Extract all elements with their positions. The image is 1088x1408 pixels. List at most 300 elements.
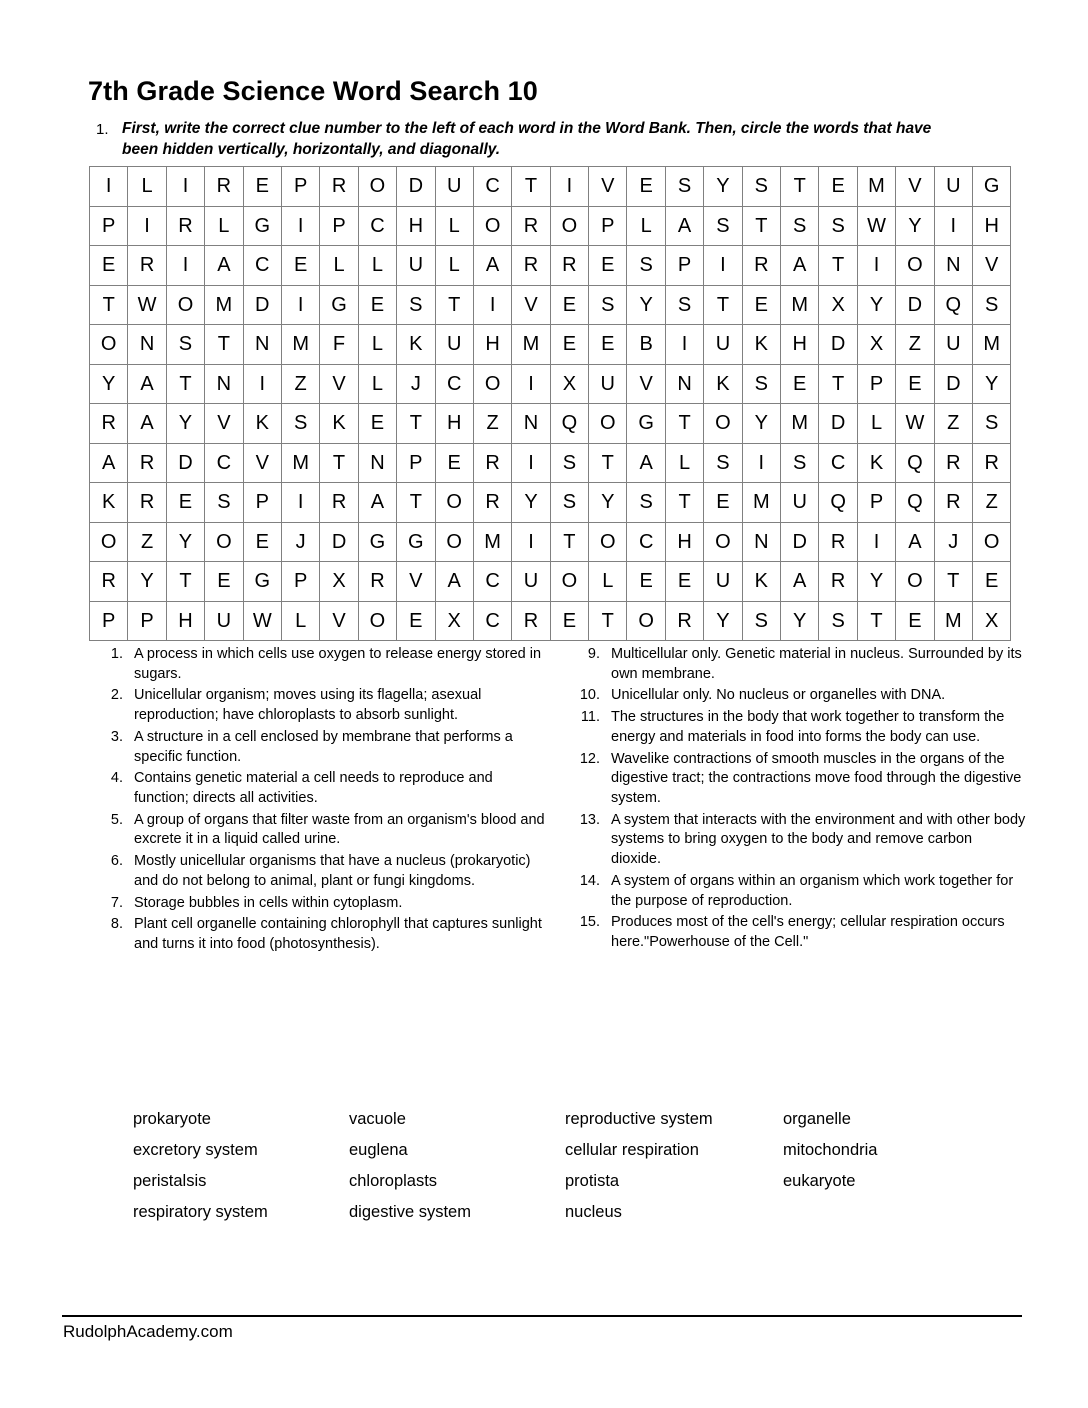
grid-cell[interactable]: Y [742,404,780,444]
grid-cell[interactable]: O [550,562,588,602]
grid-cell[interactable]: K [742,325,780,365]
grid-cell[interactable]: A [435,562,473,602]
grid-cell[interactable]: D [819,404,857,444]
grid-cell[interactable]: L [128,167,166,207]
grid-cell[interactable]: H [435,404,473,444]
grid-cell[interactable]: M [281,325,319,365]
grid-cell[interactable]: Y [627,285,665,325]
grid-cell[interactable]: Q [896,443,934,483]
grid-cell[interactable]: D [397,167,435,207]
grid-cell[interactable]: S [627,246,665,286]
grid-cell[interactable]: T [857,601,895,641]
grid-cell[interactable]: C [473,562,511,602]
grid-cell[interactable]: N [512,404,550,444]
grid-cell[interactable]: I [512,364,550,404]
grid-cell[interactable]: U [512,562,550,602]
word-bank-word[interactable]: excretory system [133,1141,258,1160]
grid-cell[interactable]: S [704,443,742,483]
grid-cell[interactable]: T [550,522,588,562]
grid-cell[interactable]: E [627,562,665,602]
grid-cell[interactable]: E [205,562,243,602]
grid-cell[interactable]: F [320,325,358,365]
grid-cell[interactable]: D [166,443,204,483]
grid-cell[interactable]: H [665,522,703,562]
grid-cell[interactable]: V [896,167,934,207]
grid-cell[interactable]: O [435,483,473,523]
grid-cell[interactable]: N [742,522,780,562]
grid-cell[interactable]: T [90,285,128,325]
grid-cell[interactable]: T [397,483,435,523]
word-search-grid[interactable] [89,166,1011,641]
word-bank-word[interactable]: chloroplasts [349,1172,438,1191]
grid-cell[interactable]: K [857,443,895,483]
grid-cell[interactable]: Y [857,285,895,325]
grid-cell[interactable]: K [704,364,742,404]
grid-cell[interactable]: G [358,522,396,562]
grid-cell[interactable]: E [243,522,281,562]
grid-cell[interactable]: E [781,364,819,404]
grid-cell[interactable]: V [397,562,435,602]
grid-cell[interactable]: E [704,483,742,523]
grid-cell[interactable]: E [358,404,396,444]
grid-cell[interactable]: I [512,443,550,483]
grid-cell[interactable]: M [781,404,819,444]
grid-cell[interactable]: Y [896,206,934,246]
word-bank-word[interactable]: protista [565,1172,620,1191]
grid-cell[interactable]: R [550,246,588,286]
grid-cell[interactable]: P [665,246,703,286]
grid-cell[interactable]: H [473,325,511,365]
grid-cell[interactable]: U [435,325,473,365]
grid-cell[interactable]: N [205,364,243,404]
grid-cell[interactable]: P [128,601,166,641]
grid-cell[interactable]: G [243,206,281,246]
grid-cell[interactable]: R [473,483,511,523]
grid-cell[interactable]: A [781,246,819,286]
grid-cell[interactable]: I [243,364,281,404]
grid-cell[interactable]: S [972,285,1010,325]
grid-cell[interactable]: T [665,404,703,444]
grid-cell[interactable]: R [972,443,1010,483]
grid-cell[interactable]: S [781,443,819,483]
grid-cell[interactable]: E [627,167,665,207]
grid-cell[interactable]: C [627,522,665,562]
grid-cell[interactable]: Z [972,483,1010,523]
grid-cell[interactable]: C [243,246,281,286]
grid-cell[interactable]: I [281,285,319,325]
grid-cell[interactable]: R [512,246,550,286]
grid-cell[interactable]: J [934,522,972,562]
word-bank-word[interactable]: nucleus [565,1203,622,1222]
grid-cell[interactable]: T [397,404,435,444]
grid-cell[interactable]: A [128,364,166,404]
grid-cell[interactable]: S [742,364,780,404]
grid-cell[interactable]: W [896,404,934,444]
grid-cell[interactable]: U [589,364,627,404]
grid-cell[interactable]: O [972,522,1010,562]
grid-cell[interactable]: W [857,206,895,246]
grid-cell[interactable]: B [627,325,665,365]
grid-cell[interactable]: W [128,285,166,325]
grid-cell[interactable]: A [627,443,665,483]
grid-cell[interactable]: A [665,206,703,246]
grid-cell[interactable]: Z [281,364,319,404]
grid-cell[interactable]: O [358,167,396,207]
grid-cell[interactable]: Y [166,522,204,562]
grid-cell[interactable]: Y [704,167,742,207]
grid-cell[interactable]: H [972,206,1010,246]
grid-cell[interactable]: T [320,443,358,483]
grid-cell[interactable]: I [742,443,780,483]
grid-cell[interactable]: O [550,206,588,246]
grid-cell[interactable]: O [896,246,934,286]
grid-cell[interactable]: S [281,404,319,444]
grid-cell[interactable]: L [665,443,703,483]
grid-cell[interactable]: I [934,206,972,246]
grid-cell[interactable]: T [781,167,819,207]
grid-cell[interactable]: R [320,483,358,523]
grid-cell[interactable]: E [665,562,703,602]
grid-cell[interactable]: O [435,522,473,562]
grid-cell[interactable]: I [473,285,511,325]
grid-cell[interactable]: M [512,325,550,365]
grid-cell[interactable]: X [435,601,473,641]
grid-cell[interactable]: E [358,285,396,325]
grid-cell[interactable]: O [166,285,204,325]
grid-cell[interactable]: U [435,167,473,207]
grid-cell[interactable]: R [665,601,703,641]
grid-cell[interactable]: D [243,285,281,325]
grid-cell[interactable]: A [205,246,243,286]
grid-cell[interactable]: S [627,483,665,523]
grid-cell[interactable]: M [972,325,1010,365]
grid-cell[interactable]: W [243,601,281,641]
grid-cell[interactable]: K [742,562,780,602]
grid-cell[interactable]: T [819,364,857,404]
grid-cell[interactable]: E [550,325,588,365]
grid-cell[interactable]: A [358,483,396,523]
grid-cell[interactable]: L [320,246,358,286]
grid-cell[interactable]: I [166,246,204,286]
grid-cell[interactable]: P [397,443,435,483]
grid-cell[interactable]: I [512,522,550,562]
grid-cell[interactable]: L [205,206,243,246]
grid-cell[interactable]: Z [473,404,511,444]
grid-cell[interactable]: D [896,285,934,325]
grid-cell[interactable]: C [473,167,511,207]
grid-cell[interactable]: H [166,601,204,641]
grid-cell[interactable]: O [358,601,396,641]
grid-cell[interactable]: G [627,404,665,444]
grid-cell[interactable]: Q [896,483,934,523]
grid-cell[interactable]: R [128,443,166,483]
grid-cell[interactable]: M [205,285,243,325]
grid-cell[interactable]: I [90,167,128,207]
grid-cell[interactable]: L [358,325,396,365]
grid-cell[interactable]: O [589,522,627,562]
grid-cell[interactable]: E [243,167,281,207]
grid-cell[interactable]: Q [550,404,588,444]
grid-cell[interactable]: O [90,325,128,365]
grid-cell[interactable]: O [205,522,243,562]
grid-cell[interactable]: M [281,443,319,483]
grid-cell[interactable]: J [397,364,435,404]
grid-cell[interactable]: O [896,562,934,602]
grid-cell[interactable]: K [320,404,358,444]
grid-cell[interactable]: T [166,364,204,404]
grid-cell[interactable]: C [358,206,396,246]
grid-cell[interactable]: Z [934,404,972,444]
grid-cell[interactable]: E [435,443,473,483]
grid-cell[interactable]: R [742,246,780,286]
grid-cell[interactable]: R [934,443,972,483]
grid-cell[interactable]: P [281,562,319,602]
grid-cell[interactable]: S [704,206,742,246]
grid-cell[interactable]: U [934,325,972,365]
grid-cell[interactable]: X [819,285,857,325]
grid-cell[interactable]: R [128,483,166,523]
grid-cell[interactable]: L [358,246,396,286]
grid-cell[interactable]: N [358,443,396,483]
grid-cell[interactable]: X [320,562,358,602]
grid-cell[interactable]: Y [972,364,1010,404]
grid-cell[interactable]: O [704,404,742,444]
grid-cell[interactable]: S [665,167,703,207]
word-bank-word[interactable]: organelle [783,1110,851,1128]
grid-cell[interactable]: A [781,562,819,602]
grid-cell[interactable]: T [589,601,627,641]
grid-cell[interactable]: J [281,522,319,562]
grid-cell[interactable]: Y [589,483,627,523]
grid-cell[interactable]: I [704,246,742,286]
grid-cell[interactable]: I [857,522,895,562]
grid-cell[interactable]: E [589,246,627,286]
grid-cell[interactable]: Q [934,285,972,325]
grid-cell[interactable]: O [589,404,627,444]
grid-cell[interactable]: A [896,522,934,562]
grid-cell[interactable]: N [243,325,281,365]
grid-cell[interactable]: R [358,562,396,602]
grid-cell[interactable]: M [742,483,780,523]
grid-cell[interactable]: S [972,404,1010,444]
grid-cell[interactable]: R [90,404,128,444]
grid-cell[interactable]: C [819,443,857,483]
grid-cell[interactable]: G [972,167,1010,207]
grid-cell[interactable]: V [320,364,358,404]
grid-cell[interactable]: D [934,364,972,404]
word-bank-word[interactable]: vacuole [349,1110,406,1128]
grid-cell[interactable]: A [473,246,511,286]
grid-cell[interactable]: Y [90,364,128,404]
grid-cell[interactable]: I [166,167,204,207]
grid-cell[interactable]: X [550,364,588,404]
grid-cell[interactable]: U [781,483,819,523]
grid-cell[interactable]: R [320,167,358,207]
grid-cell[interactable]: I [550,167,588,207]
grid-cell[interactable]: E [166,483,204,523]
grid-cell[interactable]: V [589,167,627,207]
grid-cell[interactable]: X [972,601,1010,641]
grid-cell[interactable]: P [243,483,281,523]
grid-cell[interactable]: V [320,601,358,641]
grid-cell[interactable]: C [473,601,511,641]
grid-cell[interactable]: A [128,404,166,444]
grid-cell[interactable]: P [90,206,128,246]
grid-cell[interactable]: L [435,206,473,246]
grid-cell[interactable]: R [205,167,243,207]
word-bank-word[interactable]: respiratory system [133,1203,268,1222]
grid-cell[interactable]: G [320,285,358,325]
grid-cell[interactable]: M [934,601,972,641]
grid-cell[interactable]: D [320,522,358,562]
grid-cell[interactable]: I [281,483,319,523]
grid-cell[interactable]: D [819,325,857,365]
grid-cell[interactable]: S [589,285,627,325]
grid-cell[interactable]: Y [857,562,895,602]
grid-cell[interactable]: T [934,562,972,602]
grid-cell[interactable]: O [704,522,742,562]
grid-cell[interactable]: U [205,601,243,641]
grid-cell[interactable]: R [166,206,204,246]
grid-cell[interactable]: O [473,364,511,404]
grid-cell[interactable]: M [857,167,895,207]
grid-cell[interactable]: V [972,246,1010,286]
grid-cell[interactable]: V [512,285,550,325]
grid-cell[interactable]: H [781,325,819,365]
grid-cell[interactable]: C [435,364,473,404]
grid-cell[interactable]: O [473,206,511,246]
grid-cell[interactable]: N [934,246,972,286]
grid-cell[interactable]: E [972,562,1010,602]
grid-cell[interactable]: T [435,285,473,325]
grid-cell[interactable]: E [281,246,319,286]
grid-cell[interactable]: D [781,522,819,562]
grid-cell[interactable]: R [128,246,166,286]
grid-cell[interactable]: R [512,206,550,246]
grid-cell[interactable]: H [397,206,435,246]
grid-cell[interactable]: L [627,206,665,246]
word-bank-word[interactable]: eukaryote [783,1172,856,1191]
grid-cell[interactable]: S [397,285,435,325]
grid-cell[interactable]: S [550,443,588,483]
grid-cell[interactable]: L [435,246,473,286]
grid-cell[interactable]: E [589,325,627,365]
grid-cell[interactable]: P [857,364,895,404]
grid-cell[interactable]: I [857,246,895,286]
grid-cell[interactable]: P [90,601,128,641]
grid-cell[interactable]: S [819,601,857,641]
grid-cell[interactable]: O [627,601,665,641]
grid-cell[interactable]: P [589,206,627,246]
grid-cell[interactable]: S [742,167,780,207]
grid-cell[interactable]: V [627,364,665,404]
grid-cell[interactable]: E [550,285,588,325]
grid-cell[interactable]: R [90,562,128,602]
grid-cell[interactable]: S [819,206,857,246]
grid-cell[interactable]: Y [512,483,550,523]
grid-cell[interactable]: K [243,404,281,444]
word-bank-word[interactable]: cellular respiration [565,1141,699,1160]
grid-cell[interactable]: T [205,325,243,365]
grid-cell[interactable]: V [205,404,243,444]
grid-cell[interactable]: I [665,325,703,365]
grid-cell[interactable]: R [819,562,857,602]
grid-cell[interactable]: S [550,483,588,523]
word-bank-word[interactable]: reproductive system [565,1110,713,1128]
word-bank-word[interactable]: mitochondria [783,1141,878,1160]
grid-cell[interactable]: O [90,522,128,562]
grid-cell[interactable]: E [397,601,435,641]
grid-cell[interactable]: U [397,246,435,286]
grid-cell[interactable]: T [704,285,742,325]
grid-cell[interactable]: G [243,562,281,602]
grid-cell[interactable]: N [665,364,703,404]
grid-cell[interactable]: T [512,167,550,207]
grid-cell[interactable]: Z [896,325,934,365]
grid-cell[interactable]: Z [128,522,166,562]
grid-cell[interactable]: S [665,285,703,325]
grid-cell[interactable]: E [896,601,934,641]
grid-cell[interactable]: P [281,167,319,207]
grid-cell[interactable]: I [128,206,166,246]
grid-cell[interactable]: T [819,246,857,286]
grid-cell[interactable]: S [742,601,780,641]
grid-cell[interactable]: P [320,206,358,246]
grid-cell[interactable]: M [781,285,819,325]
grid-cell[interactable]: K [90,483,128,523]
grid-cell[interactable]: Q [819,483,857,523]
word-bank-word[interactable]: euglena [349,1141,408,1160]
grid-cell[interactable]: E [819,167,857,207]
grid-cell[interactable]: S [166,325,204,365]
grid-cell[interactable]: Y [128,562,166,602]
grid-cell[interactable]: N [128,325,166,365]
grid-cell[interactable]: Y [781,601,819,641]
grid-cell[interactable]: E [742,285,780,325]
grid-cell[interactable]: U [704,325,742,365]
grid-cell[interactable]: Y [704,601,742,641]
grid-cell[interactable]: R [934,483,972,523]
grid-cell[interactable]: S [205,483,243,523]
grid-cell[interactable]: A [90,443,128,483]
grid-cell[interactable]: R [512,601,550,641]
grid-cell[interactable]: S [781,206,819,246]
grid-cell[interactable]: U [704,562,742,602]
grid-cell[interactable]: L [358,364,396,404]
grid-cell[interactable]: X [857,325,895,365]
grid-cell[interactable]: T [589,443,627,483]
grid-cell[interactable]: E [90,246,128,286]
grid-cell[interactable]: E [550,601,588,641]
grid-cell[interactable]: T [166,562,204,602]
word-bank-word[interactable]: peristalsis [133,1172,207,1191]
grid-cell[interactable]: L [281,601,319,641]
word-search-table[interactable] [89,166,1011,641]
word-bank-word[interactable]: prokaryote [133,1110,211,1128]
grid-cell[interactable]: T [742,206,780,246]
grid-cell[interactable]: U [934,167,972,207]
grid-cell[interactable]: L [589,562,627,602]
grid-cell[interactable]: I [281,206,319,246]
grid-cell[interactable]: L [857,404,895,444]
grid-cell[interactable]: M [473,522,511,562]
grid-cell[interactable]: K [397,325,435,365]
grid-cell[interactable]: R [473,443,511,483]
grid-cell[interactable]: P [857,483,895,523]
grid-cell[interactable]: V [243,443,281,483]
grid-cell[interactable]: T [665,483,703,523]
grid-cell[interactable]: E [896,364,934,404]
